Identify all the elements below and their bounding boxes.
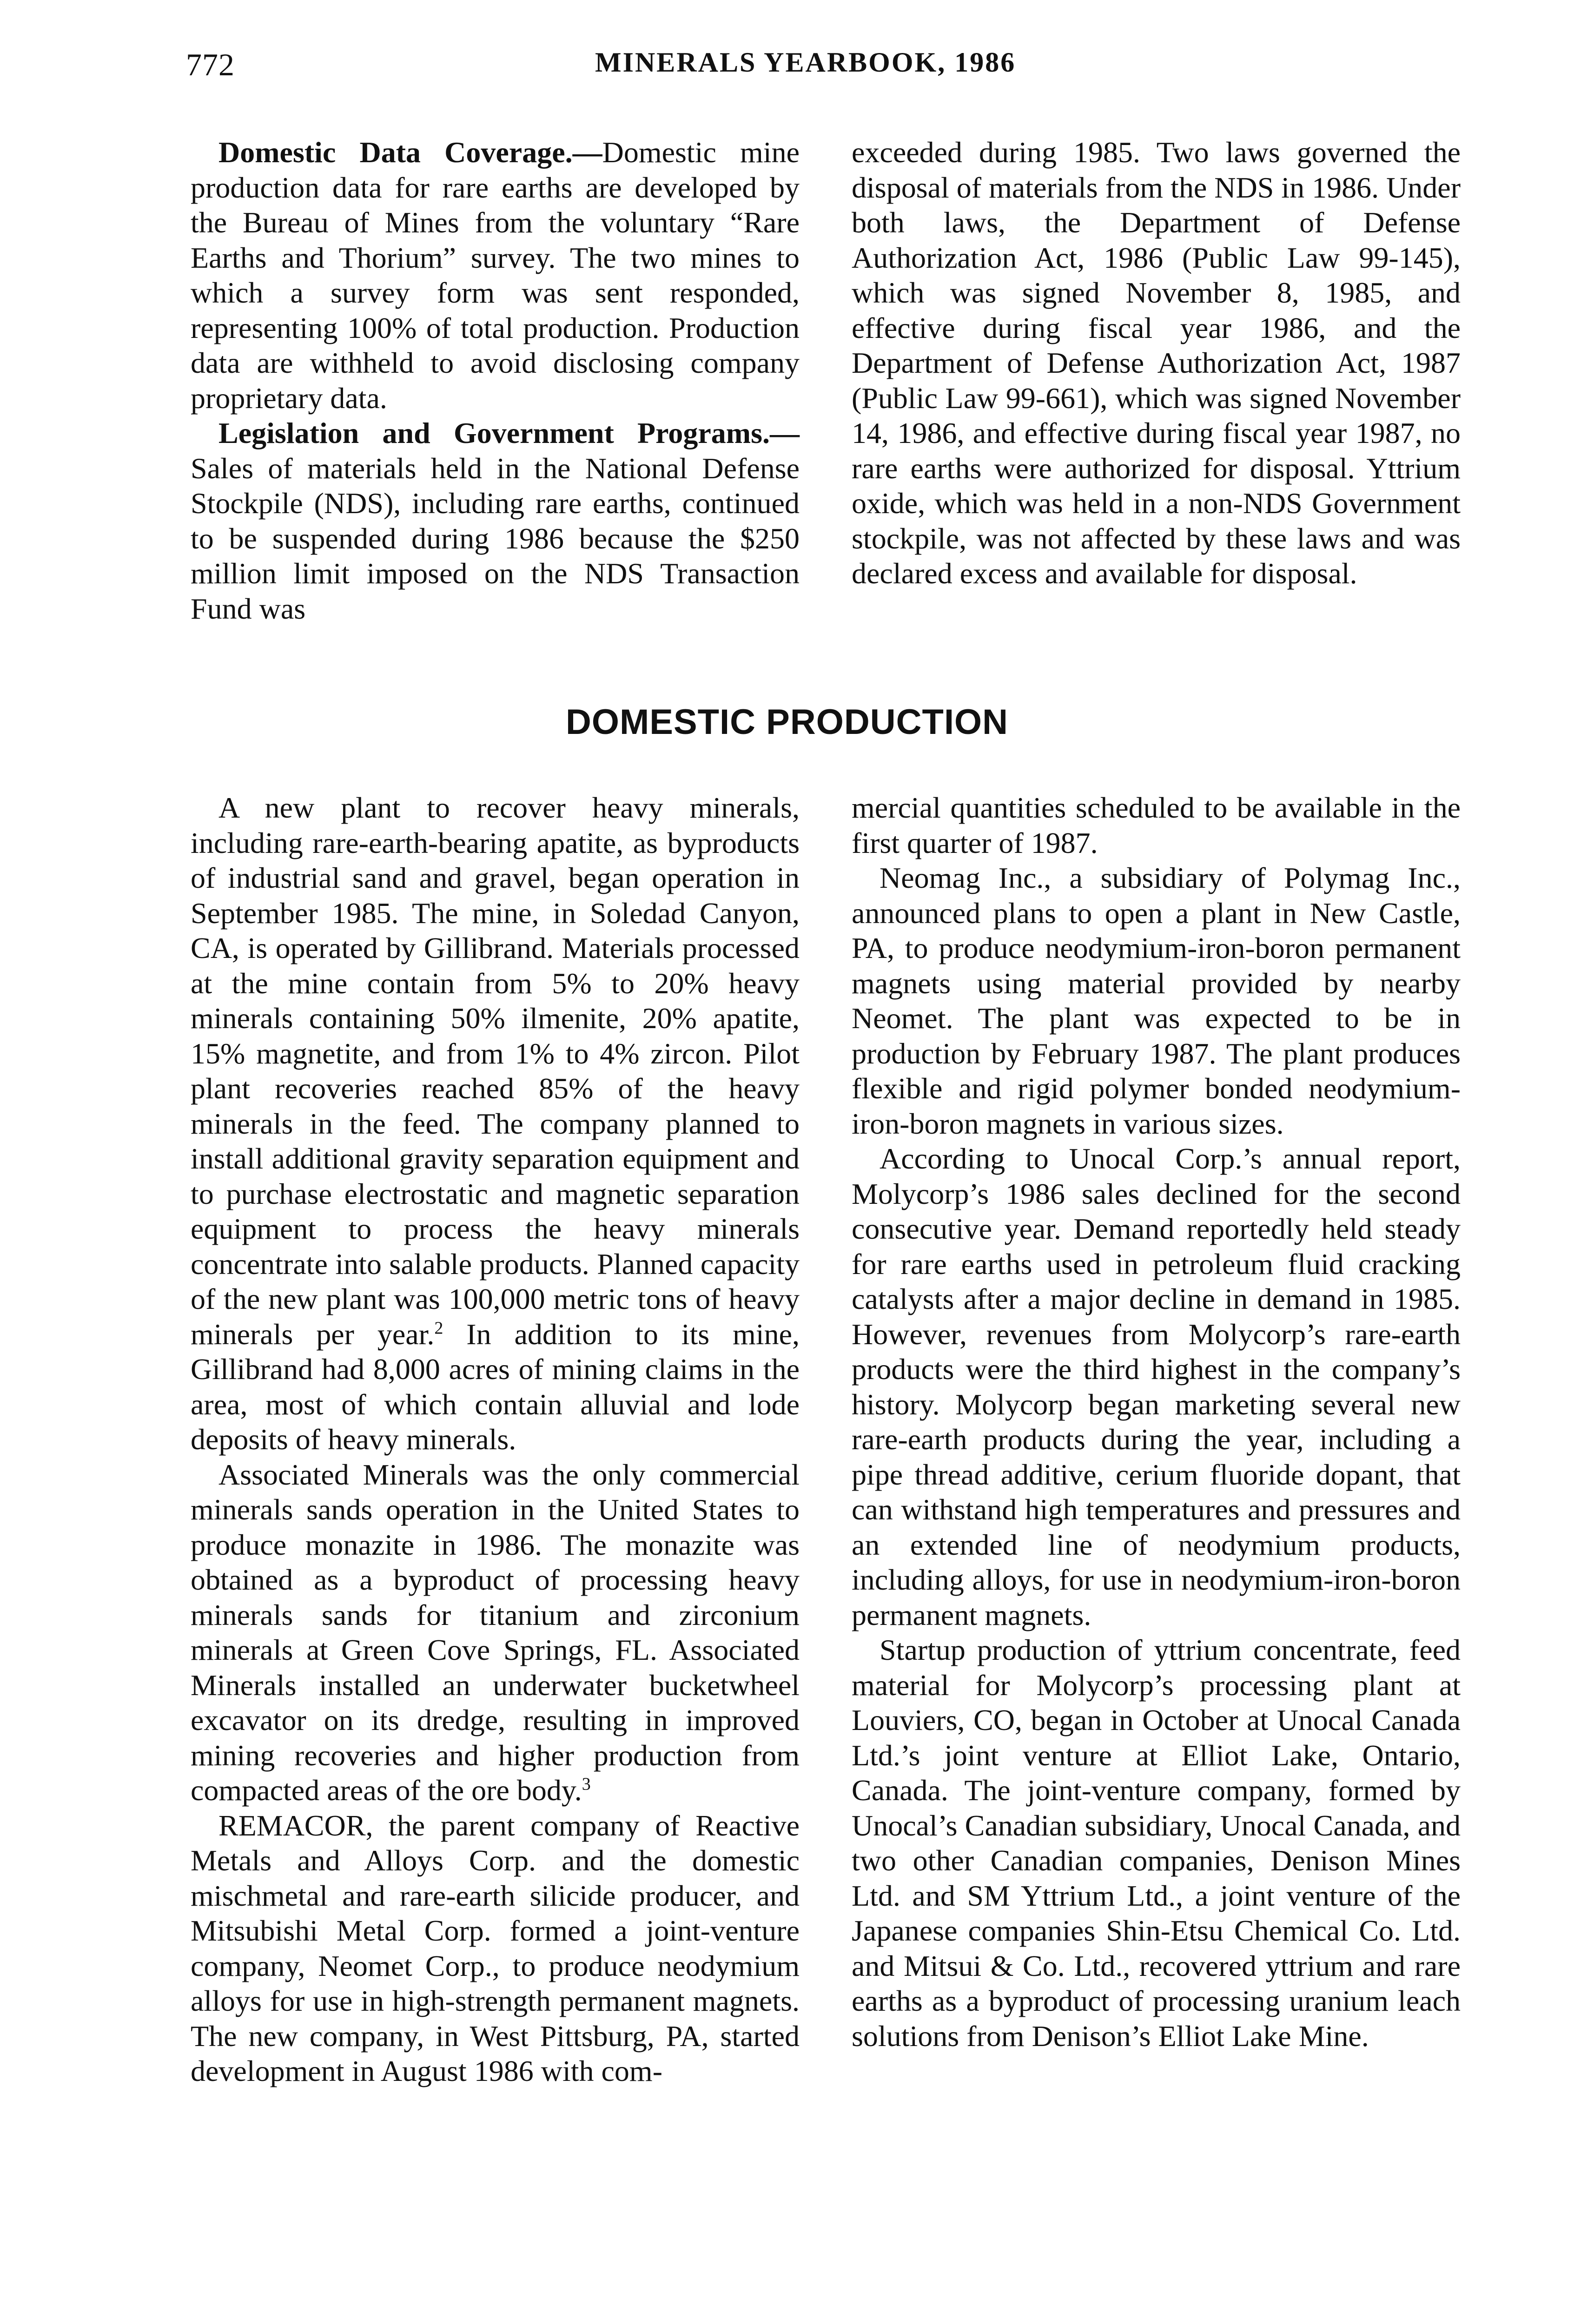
top-right-column: [852, 135, 1461, 591]
running-head: MINERALS YEARBOOK, 1986: [595, 47, 1016, 78]
page-header: [186, 46, 1385, 88]
paragraph-gillibrand: [191, 790, 800, 1457]
paragraph-remacor: REMACOR, the parent company of Reactive Metals and Alloys Corp. and the domestic mischmetal and rare-earth silicide producer, and Mitsubishi Metal Corp. formed a joint-venture company, Neomet Corp., to produce neodymium alloys for use in high-strength permanent magnets. The new company, in West Pittsburg, PA, started development in August 1986 with com-: [191, 1809, 800, 2087]
paragraph-text: Domestic mine production data for rare earths are developed by the Bureau of Mines from the voluntary “Rare Earths and Thorium” survey. The two mines to which a survey form was sent responded, representing 100% of total production. Production data are withheld to avoid disclosing company proprietary data.: [191, 136, 800, 415]
paragraph-unocal: According to Unocal Corp.’s annual report, Molycorp’s 1986 sales declined for the second consecutive year. Demand reportedly held steady for rare earths used in petroleum fluid cracking catalysts after a major decline in demand in 1985. However, revenues from Molycorp’s rare-earth products were the third highest in the company’s history. Molycorp began marketing several new rare-earth products during the year, including a pipe thread additive, cerium fluoride dopant, that can withstand high temperatures and pressures and an extended line of neodymium products, including alloys, for use in neodymium-iron-boron permanent magnets.: [852, 1142, 1461, 1631]
paragraph-text: Sales of materials held in the National Defense Stockpile (NDS), including rare earths, continued to be suspended during 1986 because the $250 million limit imposed on the NDS Transaction Fund was: [191, 451, 800, 625]
run-in-heading-legislation: Legislation and Government Programs.—: [218, 416, 800, 449]
paragraph-associated-minerals: [191, 1457, 800, 1808]
footnote-ref: 2: [434, 1318, 443, 1338]
footnote-ref: 3: [582, 1774, 591, 1794]
paragraph-text: In addition to its mine, Gillibrand had 8,000 acres of mining claims in the area, most of which contain alluvial and lode deposits of heavy minerals.: [191, 1317, 800, 1456]
main-right-column: [852, 790, 1461, 2053]
paragraph-continuation: mercial quantities scheduled to be available in the first quarter of 1987.: [852, 791, 1461, 859]
paragraph-nds-laws: exceeded during 1985. Two laws governed the disposal of materials from the NDS in 1986. Under both laws, the Department of Defense Authorization Act, 1986 (Public Law 99-145), which was signed November 8, 1985, and effective during fiscal year 1986, and the Department of Defense Authorization Act, 1987 (Public Law 99-661), which was signed November 14, 1986, and effective during fiscal year 1987, no rare earths were authorized for disposal. Yttrium oxide, which was held in a non-NDS Government stockpile, was not affected by these laws and was declared excess and available for disposal.: [852, 136, 1461, 590]
paragraph-text: Associated Minerals was the only commercial minerals sands operation in the United States to produce monazite in 1986. The monazite was obtained as a byproduct of processing heavy minerals sands for titanium and zirconium minerals at Green Cove Springs, FL. Associated Minerals installed an underwater bucketwheel excavator on its dredge, resulting in improved mining recoveries and higher production from compacted areas of the ore body.: [191, 1458, 800, 1807]
section-title: DOMESTIC PRODUCTION: [565, 702, 1009, 742]
paragraph-yttrium: Startup production of yttrium concentrate, feed material for Molycorp’s processing plant at Louviers, CO, began in October at Unocal Canada Ltd.’s joint venture at Elliot Lake, Ontario, Canada. The joint-venture company, formed by Unocal’s Canadian subsidiary, Unocal Canada, and two other Canadian companies, Denison Mines Ltd. and SM Yttrium Ltd., a joint venture of the Japanese companies Shin-Etsu Chemical Co. Ltd. and Mitsui & Co. Ltd., recovered yttrium and rare earths as a byproduct of processing uranium leach solutions from Denison’s Elliot Lake Mine.: [852, 1633, 1461, 2053]
paragraph-neomag: Neomag Inc., a subsidiary of Polymag Inc., announced plans to open a plant in New Castle, PA, to produce neodymium-iron-boron permanent magnets using material provided by nearby Neomet. The plant was expected to be in production by February 1987. The plant produces flexible and rigid polymer bonded neodymium-iron-boron magnets in various sizes.: [852, 861, 1461, 1140]
run-in-heading-data-coverage: Domestic Data Coverage.—: [218, 136, 602, 169]
paragraph-legislation: [191, 416, 800, 626]
main-left-column: [191, 790, 800, 2089]
top-left-column: [191, 135, 800, 626]
paragraph-text: A new plant to recover heavy minerals, including rare-earth-bearing apatite, as byproducts of industrial sand and gravel, began operation in September 1985. The mine, in Soledad Canyon, CA, is operated by Gillibrand. Materials processed at the mine contain from 5% to 20% heavy minerals containing 50% ilmenite, 20% apatite, 15% magnetite, and from 1% to 4% zircon. Pilot plant recoveries reached 85% of the heavy minerals in the feed. The company planned to install additional gravity separation equipment and to purchase electrostatic and magnetic separation equipment to process the heavy minerals concentrate into salable products. Planned capacity of the new plant was 100,000 metric tons of heavy minerals per year.: [191, 791, 800, 1351]
page-number: 772: [186, 47, 235, 82]
paragraph-data-coverage: [191, 135, 800, 416]
